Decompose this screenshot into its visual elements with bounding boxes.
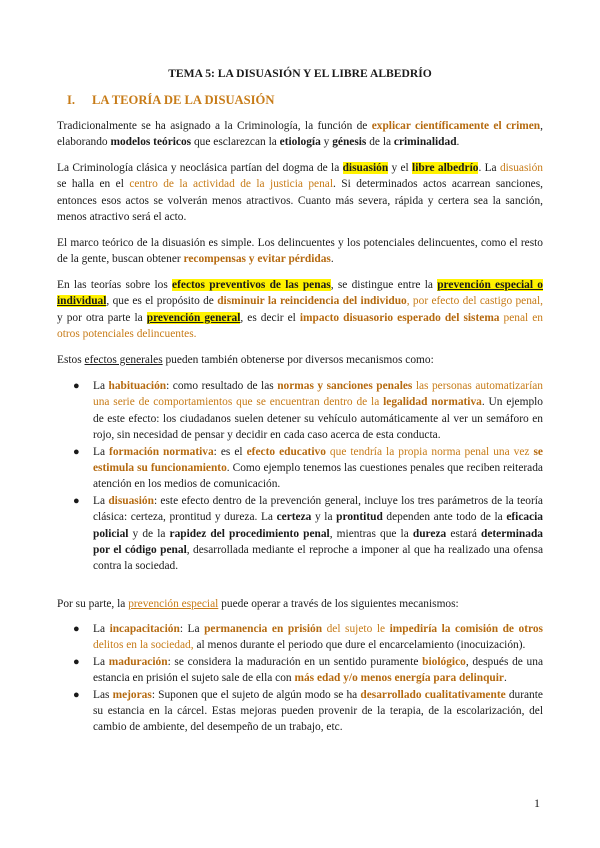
text-run: Estos — [57, 354, 85, 366]
list-item — [57, 493, 543, 575]
text-run: y de la — [128, 527, 170, 540]
text-run: En las teorías sobre los — [57, 279, 173, 291]
page-title: TEMA 5: LA DISUASIÓN Y EL LIBRE ALBEDRÍO — [168, 67, 432, 80]
text-run: mejoras — [112, 688, 152, 701]
bullet-icon: ● — [73, 623, 80, 635]
text-run: al menos durante el periodo que dure el encarcelamiento (inocuización). — [193, 639, 526, 652]
section-heading — [67, 93, 274, 108]
text-run: , elaborando — [57, 120, 543, 149]
text-run: : La — [179, 623, 205, 635]
text-run: : este efecto dentro de la prevención general, incluye los tres parámetros de la teoría clásica: certeza, prontitud y dureza. La — [93, 494, 543, 524]
text-run: prevención especial — [128, 598, 219, 610]
text-run: determinada por el código penal — [93, 527, 543, 557]
text-run: y por otra parte la — [57, 311, 147, 324]
text-run: impacto disuasorio esperado del sistema — [299, 311, 500, 324]
list-item — [57, 654, 543, 687]
text-run: , que es el propósito de — [106, 295, 218, 308]
section-label: LA TEORÍA DE LA DISUASIÓN — [92, 93, 275, 107]
text-run: eficacia policial — [93, 511, 543, 540]
text-run: pueden también obtenerse por diversos mecanismos como: — [162, 354, 434, 366]
text-run: . Un ejemplo de este efecto: los ciudadanos suelen detener su vehículo automáticamente al ver un semáforo en rojo, sin necesidad de pensar y decidir en cada caso acerca de esta conducta. — [93, 396, 544, 442]
text-run: , por efecto del castigo penal, — [406, 295, 543, 308]
text-run: . — [330, 253, 334, 266]
paragraph-2 — [57, 160, 543, 226]
text-run: se estimula su funcionamiento — [93, 445, 543, 475]
text-run: de la — [366, 136, 394, 149]
text-run: formación normativa — [109, 445, 214, 458]
text-run: y la — [311, 511, 337, 524]
text-run: impediría la comisión de otros — [389, 623, 543, 635]
list-item — [57, 621, 543, 654]
text-run: La — [93, 494, 109, 507]
general-effects-list — [57, 378, 543, 575]
text-run: que esclarezcan la — [191, 136, 280, 149]
text-run: biológico — [422, 655, 466, 668]
text-run: . Si determinados actos acarrean sanciones, entonces esos actos se volverán menos atractivos. Cuanto más severa, rápida y certera sea la sanción, menos atractivo será el acto. — [57, 178, 543, 224]
text-run: y — [320, 136, 333, 149]
text-run: etiología — [279, 136, 321, 149]
text-run: durante su estancia en la cárcel. Estas mejoras pueden provenir de la terapia, de la escolarización, del cambio de ambiente, del desempeño de un trabajo, etc. — [93, 688, 543, 734]
text-run: : Suponen que el sujeto de algún modo se ha — [151, 688, 361, 701]
text-run: estará — [446, 527, 481, 540]
text-run: La — [93, 380, 109, 392]
text-run: . — [456, 136, 460, 149]
text-run: efectos generales — [84, 354, 163, 366]
text-run: puede operar a través de los siguientes mecanismos: — [218, 598, 459, 610]
text-run: La Criminología clásica y neoclásica partían del dogma de la — [57, 162, 343, 174]
list-item — [57, 378, 543, 444]
text-run: centro de la actividad de la justicia penal — [129, 178, 334, 191]
text-run: Por su parte, la — [57, 598, 129, 610]
text-run: certeza — [276, 511, 312, 524]
text-run: prontitud — [336, 511, 383, 524]
text-run: y el — [388, 162, 413, 174]
bullet-icon: ● — [73, 380, 80, 392]
text-run: que tendría la propia norma penal una vez — [325, 445, 534, 458]
text-run: evitar pérdidas — [257, 253, 331, 266]
text-run: del sujeto le — [322, 623, 390, 635]
text-run: criminalidad — [393, 136, 457, 149]
text-run: . La — [478, 162, 500, 174]
text-run: La — [93, 445, 110, 458]
text-run: dureza — [412, 527, 447, 540]
text-run: El marco teórico de la disuasión es simple. Los delincuentes y los potenciales delincuentes, como el resto de la gente, buscan obtener — [57, 237, 543, 266]
text-run: rapidez del procedimiento penal — [169, 527, 330, 540]
text-run: disuasión — [108, 494, 154, 507]
text-run: las personas automatizarían una serie de comportamientos que se encuentran dentro de la — [93, 380, 543, 409]
bullet-icon: ● — [73, 655, 80, 668]
text-run: modelos teóricos — [110, 136, 192, 149]
text-run: y — [245, 253, 258, 266]
paragraph-6 — [57, 596, 543, 612]
text-run: habituación — [108, 380, 167, 392]
text-run: : es el — [213, 445, 247, 458]
text-run: , desarrollada mediante el reproche a imponer al que ha realizado una ofensa contra la sociedad. — [93, 544, 543, 573]
text-run: . Como ejemplo tenemos las cuestiones penales que reciben reiterada atención en los medios de comunicación. — [93, 462, 543, 491]
text-run: legalidad normativa — [383, 396, 482, 409]
text-run: efecto educativo — [246, 445, 326, 458]
text-run: La — [93, 655, 109, 668]
list-item — [57, 444, 543, 493]
text-run: más edad y/o menos energía para delinquir — [294, 672, 504, 685]
paragraph-3 — [57, 235, 543, 268]
text-run: normas y sanciones penales — [277, 380, 413, 392]
text-run: libre albedrío — [412, 162, 479, 174]
text-run: Tradicionalmente se ha asignado a la Criminología, la función de — [57, 120, 372, 132]
text-run: efectos preventivos de las penas — [172, 279, 331, 291]
page-number: 1 — [534, 796, 540, 810]
text-run: Las — [93, 688, 113, 701]
text-run: maduración — [108, 655, 168, 668]
paragraph-4 — [57, 277, 543, 343]
text-run: disuasión — [499, 162, 543, 174]
text-run: prevención especial o individual — [57, 279, 543, 308]
paragraph-5 — [57, 352, 543, 368]
paragraph-1 — [57, 118, 543, 151]
text-run: prevención general — [146, 311, 241, 324]
text-run: se halla en el — [57, 178, 130, 191]
text-run: disminuir la reincidencia del individuo — [217, 295, 407, 308]
text-run: La — [93, 623, 110, 635]
text-run: dependen ante todo de la — [382, 511, 507, 524]
text-run: incapacitación — [109, 623, 180, 635]
text-run: recompensas — [183, 253, 246, 266]
text-run: . — [503, 672, 507, 685]
text-run: disuasión — [342, 162, 389, 174]
text-run: : se considera la maduración en un sentido puramente — [167, 655, 423, 668]
section-number: I. — [67, 93, 76, 107]
special-prevention-list — [57, 621, 543, 736]
text-run: explicar científicamente el crimen — [371, 120, 541, 132]
text-run: , después de una estancia en prisión el sujeto sale de ella con — [93, 655, 543, 685]
text-run: , se distingue entre la — [330, 279, 438, 291]
text-run: delitos en la sociedad, — [93, 639, 194, 652]
bullet-icon: ● — [73, 494, 80, 507]
text-run: , es decir el — [240, 311, 300, 324]
text-run: penal en otros potenciales delincuentes. — [57, 311, 543, 341]
text-run: , mientras que la — [329, 527, 413, 540]
text-run: : como resultado de las — [166, 380, 278, 392]
text-run: permanencia en prisión — [204, 623, 323, 635]
list-item — [57, 687, 543, 736]
text-run: génesis — [332, 136, 367, 149]
text-run: desarrollado cualitativamente — [360, 688, 506, 701]
bullet-icon: ● — [73, 445, 80, 458]
bullet-icon: ● — [73, 688, 80, 701]
